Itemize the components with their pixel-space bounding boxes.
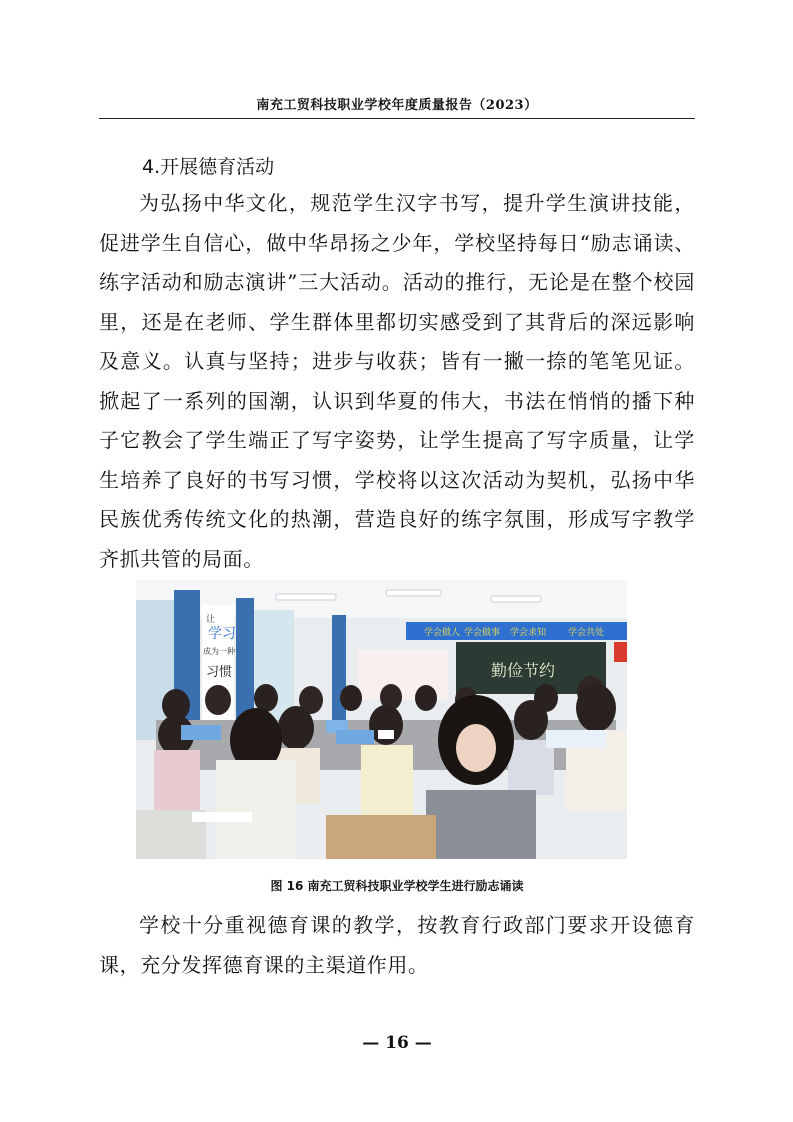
banner-text: 学会求知 (510, 628, 547, 638)
classroom-photo (136, 580, 627, 859)
slogan-text: 习惯 (206, 665, 233, 680)
curtain (332, 615, 346, 725)
page-number: — 16 — (362, 1033, 432, 1053)
ceiling-light (276, 594, 336, 600)
banner-text: 学会做人 (424, 628, 461, 638)
section-heading: 4.开展德育活动 (142, 156, 275, 178)
classroom-photo-illustration (136, 580, 627, 859)
header-rule (99, 118, 695, 119)
ceiling-light (386, 590, 441, 596)
body-paragraph: 学校十分重视德育课的教学，按教育行政部门要求开设德育课，充分发挥德育课的主渠道作用。 (99, 913, 695, 977)
banner-text: 学会共处 (568, 628, 605, 638)
flag (614, 642, 627, 662)
slogan-text: 成为一种 (203, 647, 235, 656)
page-header: 南充工贸科技职业学校年度质量报告（2023） (256, 98, 538, 113)
body-paragraph: 为弘扬中华文化，规范学生汉字书写，提升学生演讲技能，促进学生自信心，做中华昂扬之少年，学校坚持每日“励志诵读、练字活动和励志演讲”三大活动。活动的推行，无论是在整个校园里，还是在老师、学生群体里都切实感受到了其背后的深远影响及意义。认真与坚持；进步与收获；皆有一撇一捺的笔笔见证。掀起了一系列的国潮，认识到华夏的伟大，书法在悄悄的播下种子它教会了学生端正了写字姿势，让学生提高了写字质量，让学生培养了良好的书写习惯，学校将以这次活动为契机，弘扬中华民族优秀传统文化的热潮，营造良好的练字氛围，形成写字教学齐抓共管的局面。 (99, 191, 695, 571)
blackboard-text: 勤俭节约 (491, 661, 556, 680)
slogan-text: 学习 (208, 626, 236, 642)
ceiling-light (491, 596, 541, 602)
figure-caption: 图 16 南充工贸科技职业学校学生进行励志诵读 (270, 879, 524, 893)
slogan-text: 让 (206, 615, 216, 625)
banner-text: 学会做事 (464, 628, 501, 638)
